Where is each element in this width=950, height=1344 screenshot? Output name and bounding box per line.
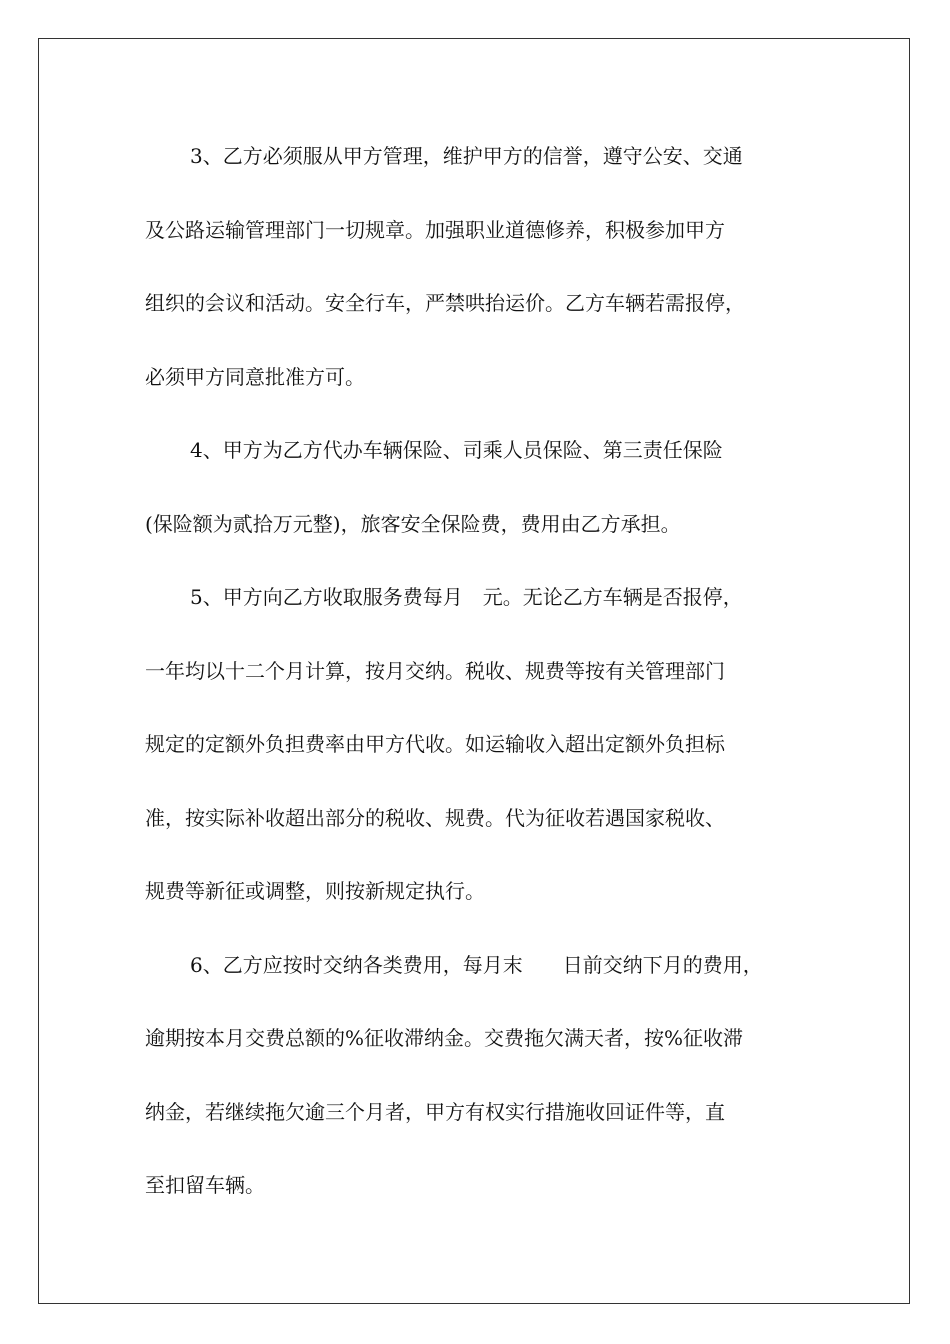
clause-5-line-2: 一年均以十二个月计算，按月交纳。税收、规费等按有关管理部门 — [145, 658, 725, 683]
clause-5-line-1: 5、甲方向乙方收取服务费每月 元。无论乙方车辆是否报停， — [190, 585, 743, 609]
clause-3-line-3: 组织的会议和活动。安全行车，严禁哄抬运价。乙方车辆若需报停， — [145, 291, 745, 315]
clause-6-line-1: 6、乙方应按时交纳各类费用，每月末 日前交纳下月的费用， — [190, 952, 763, 977]
clause-4-line-1: 4、甲方为乙方代办车辆保险、司乘人员保险、第三责任保险 — [190, 438, 723, 462]
clause-6-line-4: 至扣留车辆。 — [145, 1173, 265, 1197]
clause-5-line-5: 规费等新征或调整，则按新规定执行。 — [145, 879, 485, 903]
clause-3-line-1: 3、乙方必须服从甲方管理，维护甲方的信誉，遵守公安、交通 — [190, 144, 743, 168]
clause-3-line-4: 必须甲方同意批准方可。 — [145, 364, 365, 389]
clause-4-line-2: (保险额为贰拾万元整)，旅客安全保险费，费用由乙方承担。 — [145, 511, 681, 536]
clause-5-line-3: 规定的定额外负担费率由甲方代收。如运输收入超出定额外负担标 — [145, 732, 725, 756]
clause-6-line-2: 逾期按本月交费总额的%征收滞纳金。交费拖欠满天者，按%征收滞 — [145, 1026, 744, 1050]
clause-5-line-4: 准，按实际补收超出部分的税收、规费。代为征收若遇国家税收、 — [145, 805, 725, 830]
clause-3-line-2: 及公路运输管理部门一切规章。加强职业道德修养，积极参加甲方 — [145, 217, 725, 242]
clause-6-line-3: 纳金，若继续拖欠逾三个月者，甲方有权实行措施收回证件等，直 — [145, 1099, 725, 1124]
document-body — [145, 120, 810, 1223]
